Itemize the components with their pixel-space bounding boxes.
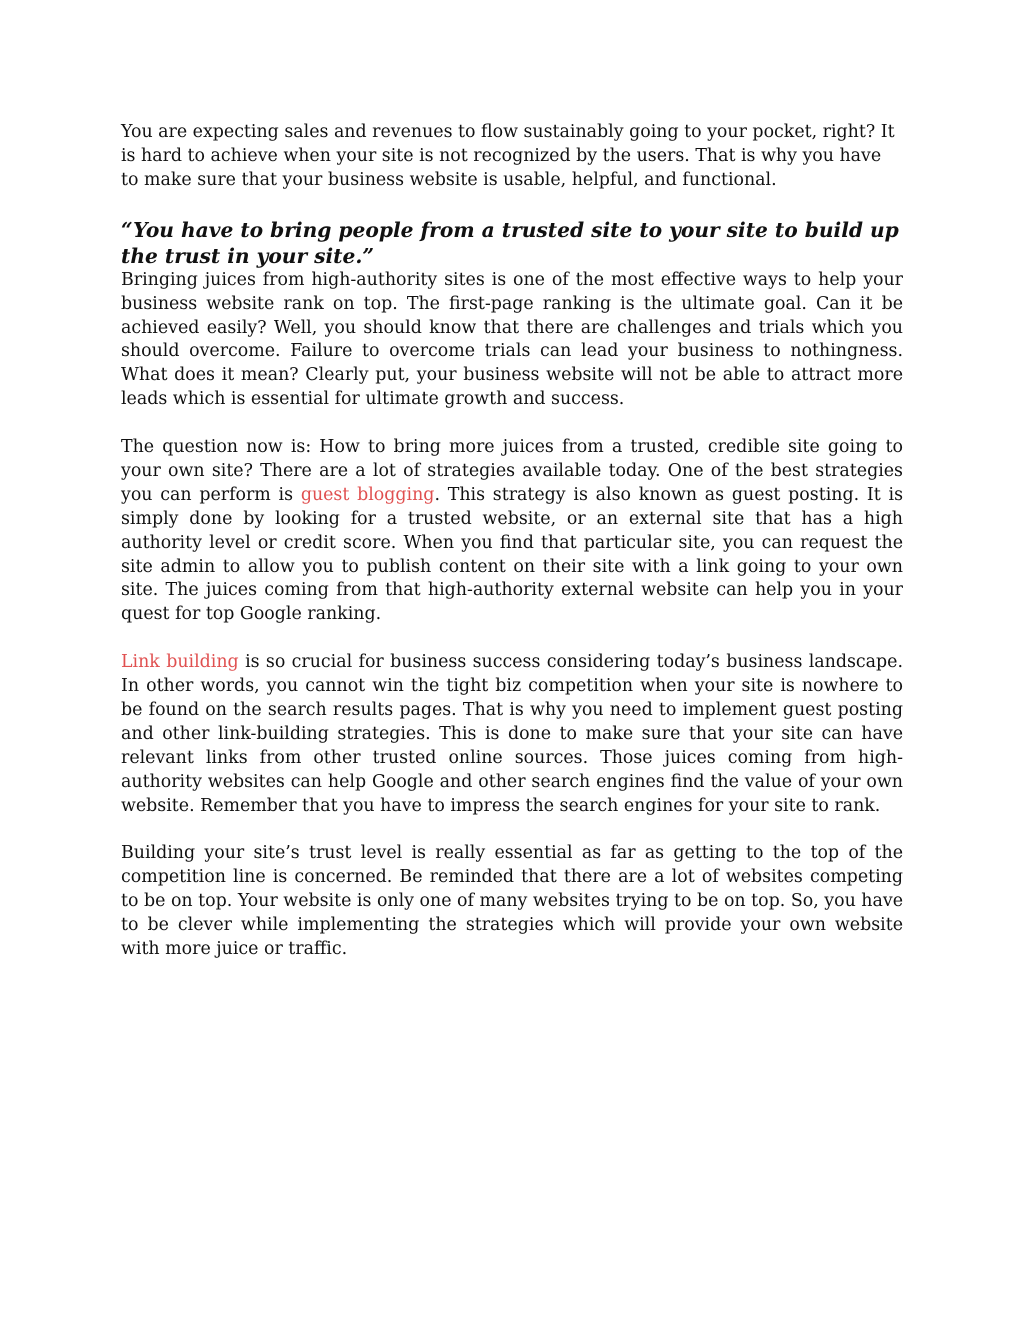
paragraph-text: is so crucial for business success considering today’s business landscape. In other words, you cannot win the tight biz competition when your site is nowhere to be found on the search results pages. That is why you need to implement guest posting and other link-building strategies. This is done to make sure that your site can have relevant links from other trusted online sources. Those juices coming from high-authority websites can help Google and other search engines find the value of your own website. Remember that you have to impress the search engines for your site to rank. (121, 652, 903, 816)
pull-quote: “You have to bring people from a trusted site to your site to build up the trust in your site.” (121, 217, 899, 268)
paragraph-link-building (121, 651, 903, 818)
paragraph-spacer (121, 627, 903, 651)
paragraph-trust-level: Building your site’s trust level is really essential as far as getting to the top of the competition line is concerned. Be reminded that there are a lot of websites competing to be on top. Your website is only one of many websites trying to be on top. So, you have to be clever while implementing the strategies which will provide your own website with more juice or traffic. (121, 843, 903, 960)
paragraph-spacer (121, 412, 903, 436)
paragraph-text: . This strategy is also known as guest posting. It is simply done by looking for a trusted website, or an external site that has a high authority level or credit score. When you find that particular site, you can request the site admin to allow you to publish content on their site with a link going to your own site. The juices coming from that high-authority external website can help you in your quest for top Google ranking. (121, 484, 903, 625)
paragraph-juices: Bringing juices from high-authority sites is one of the most effective ways to help your business website rank on top. The first-page ranking is the ultimate goal. Can it be achieved easily? Well, you should know that there are challenges and trials which you should overcome. Failure to overcome trials can lead your business to nothingness. What does it mean? Clearly put, your business website will not be able to attract more leads which is essential for ultimate growth and success. (121, 269, 903, 410)
document-page (121, 121, 903, 962)
paragraph-intro: You are expecting sales and revenues to flow sustainably going to your pocket, right? It is hard to achieve when your site is not recognized by the users. That is why you have to make sure that your business website is usable, helpful, and functional. (121, 122, 895, 190)
link-building-link[interactable]: Link building (121, 652, 239, 673)
paragraph-spacer (121, 819, 903, 843)
paragraph-guest-blogging (121, 436, 903, 627)
paragraph-text: The question now is: How to bring more juices from a trusted, credible site going to your own site? There are a lot of strategies available today. One of the best strategies you can perform is (121, 437, 903, 505)
guest-blogging-link[interactable]: guest blogging (300, 484, 435, 505)
